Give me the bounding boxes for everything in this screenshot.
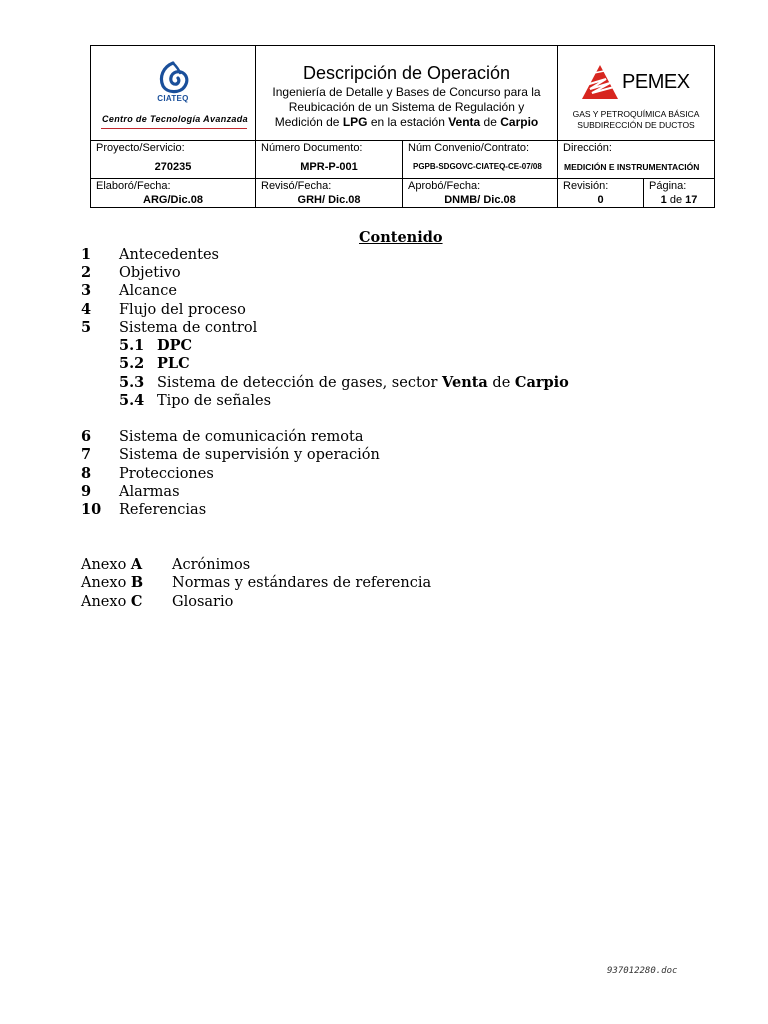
annex-word: Anexo <box>81 557 131 573</box>
pagina-total: 17 <box>685 194 698 206</box>
direccion-value: MEDICIÓN E INSTRUMENTACIÓN <box>564 162 700 172</box>
convenio-value: PGPB-SDGOVC-CIATEQ-CE-07/08 <box>413 162 542 171</box>
pagina-current: 1 <box>660 194 667 206</box>
pemex-subtitle-2: SUBDIRECCIÓN DE DUCTOS <box>577 120 695 130</box>
proyecto-cell <box>91 141 256 179</box>
aprobo-label: Aprobó/Fecha: <box>408 180 481 192</box>
toc-subitem-number: 5.1 <box>119 337 145 354</box>
subtitle-line-3a: Medición de <box>274 115 343 129</box>
annex-word: Anexo <box>81 575 131 591</box>
document-title: Descripción de Operación <box>302 63 511 83</box>
toc-subitem-number: 5.3 <box>119 374 145 391</box>
aprobo-cell <box>403 179 558 208</box>
reviso-value: GRH/ Dic.08 <box>297 194 361 206</box>
toc-item-number: 2 <box>81 264 92 281</box>
toc-subitem-label: PLC <box>157 355 190 372</box>
toc-item-label: Sistema de comunicación remota <box>119 429 364 445</box>
pemex-eagle-icon <box>580 63 620 106</box>
subtitle-line-2: Reubicación de un Sistema de Regulación y <box>288 100 525 114</box>
elaboro-cell <box>91 179 256 208</box>
toc-item-number: 10 <box>81 501 102 518</box>
reviso-label: Revisó/Fecha: <box>261 180 332 192</box>
toc-subitem-label <box>157 374 569 392</box>
direccion-cell <box>558 141 715 179</box>
ciateq-short-name: CIATEQ <box>157 94 189 103</box>
toc-item-number: 3 <box>81 282 92 299</box>
pagina-value <box>644 194 714 207</box>
pagina-de: de <box>666 194 686 206</box>
ciateq-full-name: Centro de Tecnología Avanzada <box>101 114 248 124</box>
toc-subitem-label-de: de <box>487 375 515 391</box>
toc-item-number: 7 <box>81 446 92 463</box>
pemex-subtitle-1: GAS Y PETROQUÍMICA BÁSICA <box>572 109 700 119</box>
annex-label: Acrónimos <box>172 557 251 573</box>
toc-item-label: Alarmas <box>119 484 180 500</box>
numdoc-value: MPR-P-001 <box>300 161 358 173</box>
annex-letter: C <box>130 593 143 610</box>
reviso-cell <box>256 179 403 208</box>
convenio-cell <box>403 141 558 179</box>
toc-item-label: Objetivo <box>119 265 181 281</box>
pemex-logo-cell <box>558 46 715 141</box>
toc-item-label: Flujo del proceso <box>119 302 246 318</box>
subtitle-venta: Venta <box>448 115 481 129</box>
subtitle-line-1: Ingeniería de Detalle y Bases de Concurso para la <box>272 85 541 99</box>
proyecto-label: Proyecto/Servicio: <box>96 142 185 154</box>
footer-filename: 937012280.doc <box>607 966 678 976</box>
toc-item-label: Antecedentes <box>119 247 219 263</box>
annex-word: Anexo <box>81 594 131 610</box>
title-cell <box>256 46 558 141</box>
toc-subitem-label: DPC <box>157 337 193 354</box>
document-subtitle <box>256 85 557 130</box>
toc-subitem-label-venta: Venta <box>442 374 488 391</box>
toc-item-number: 9 <box>81 483 92 500</box>
toc-item-number: 4 <box>81 301 92 318</box>
direccion-label: Dirección: <box>563 142 612 154</box>
toc-item-label: Sistema de control <box>119 320 258 336</box>
subtitle-line-3e: de <box>480 115 501 129</box>
document-header-table <box>90 45 715 208</box>
toc-item-label: Alcance <box>119 283 177 299</box>
proyecto-value: 270235 <box>154 161 192 173</box>
toc-item-number: 6 <box>81 428 92 445</box>
toc-item-label: Referencias <box>119 502 207 518</box>
pagina-label: Página: <box>649 180 687 192</box>
convenio-label: Núm Convenio/Contrato: <box>408 142 530 154</box>
elaboro-label: Elaboró/Fecha: <box>96 180 171 192</box>
contents-title: Contenido <box>359 229 443 246</box>
toc-item-label: Protecciones <box>119 466 214 482</box>
annex-letter: A <box>130 556 143 573</box>
toc-item-number: 1 <box>81 246 92 263</box>
ciateq-underline <box>101 128 247 129</box>
pagina-cell <box>644 179 715 208</box>
revision-value: 0 <box>597 194 604 206</box>
toc-subitem-label-a: Sistema de detección de gases, sector <box>157 375 443 391</box>
subtitle-line-3c: en la estación <box>367 115 449 129</box>
annex-label: Glosario <box>172 594 234 610</box>
numdoc-label: Número Documento: <box>261 142 363 154</box>
annex-label: Normas y estándares de referencia <box>172 575 432 591</box>
toc-item-number: 8 <box>81 465 92 482</box>
revision-label: Revisión: <box>563 180 609 192</box>
toc-item-label: Sistema de supervisión y operación <box>119 447 380 463</box>
toc-subitem-number: 5.4 <box>119 392 145 409</box>
elaboro-value: ARG/Dic.08 <box>143 194 203 206</box>
toc-item-number: 5 <box>81 319 92 336</box>
subtitle-carpio: Carpio <box>500 115 539 129</box>
toc-subitem-label-carpio: Carpio <box>514 374 569 391</box>
annex-letter: B <box>130 574 144 591</box>
ciateq-logo-cell <box>91 46 256 141</box>
toc-subitem-label: Tipo de señales <box>157 393 272 409</box>
revision-cell <box>558 179 644 208</box>
toc-subitem-number: 5.2 <box>119 355 145 372</box>
subtitle-lpg: LPG <box>342 115 368 129</box>
pemex-name: PEMEX <box>622 71 690 93</box>
aprobo-value: DNMB/ Dic.08 <box>444 194 516 206</box>
numdoc-cell <box>256 141 403 179</box>
